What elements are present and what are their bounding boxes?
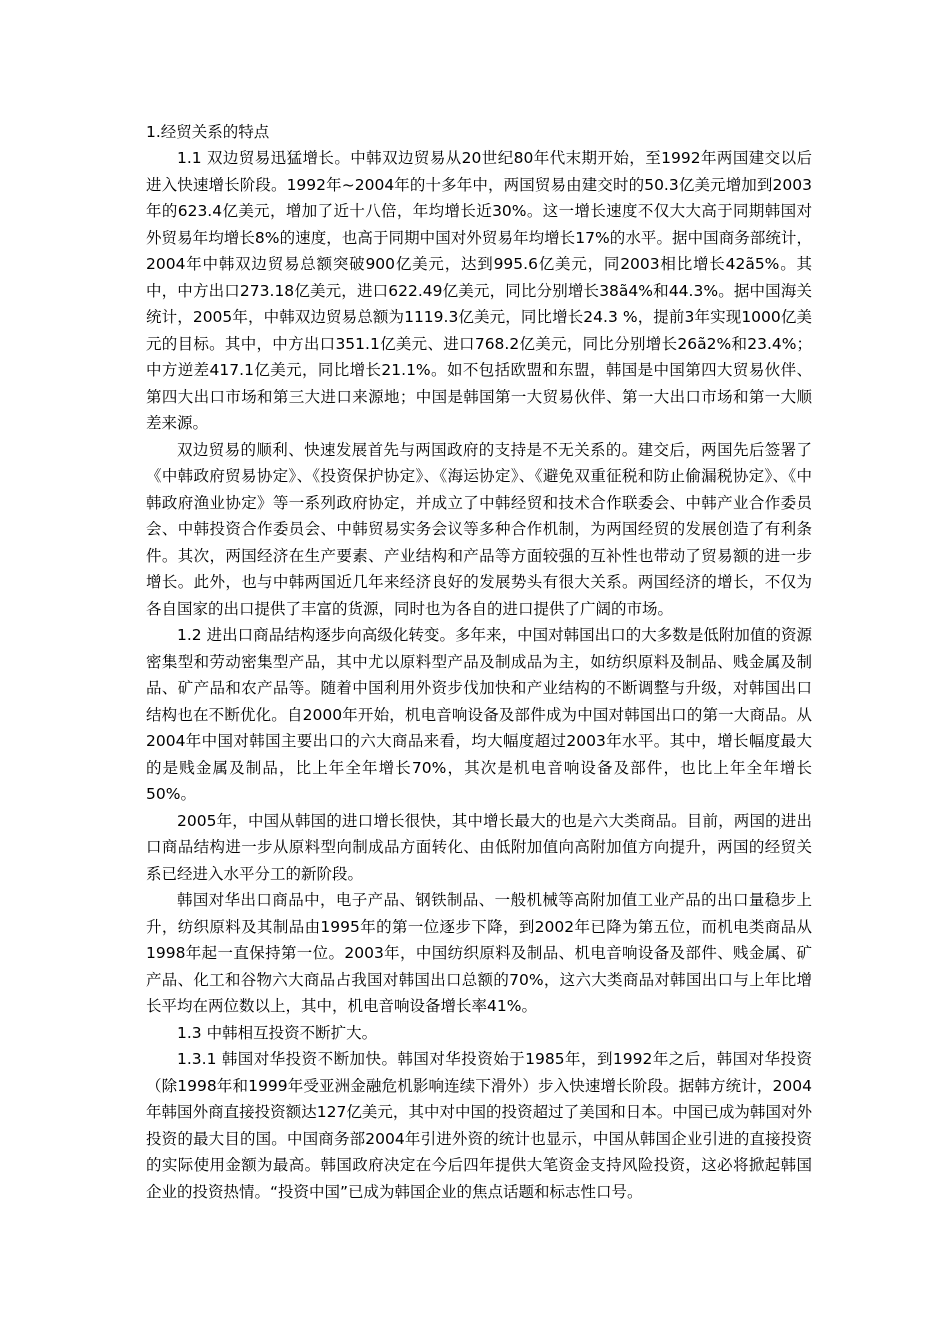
paragraph-bilateral-trade: 1.1 双边贸易迅猛增长。中韩双边贸易从20世纪80年代末期开始，至1992年两国建交以后进入快速增长阶段。1992年~2004年的十多年中，两国贸易由建交时的50.3亿美元增加到2003年的623.4亿美元，增加了近十八倍，年均增长近30%。这一增长速度不仅大大高于同期韩国对外贸易年均增长8%的速度，也高于同期中国对外贸易年均增长17%的水平。据中国商务部统计，2004年中韩双边贸易总额突破900亿美元，达到995.6亿美元，同2003相比增长42ã5%。其中，中方出口273.18亿美元，进口622.49亿美元，同比分别增长38ã4%和44.3%。据中国海关统计，2005年，中韩双边贸易总额为1119.3亿美元，同比增长24.3 %，提前3年实现1000亿美元的目标。其中，中方出口351.1亿美元、进口768.2亿美元，同比分别增长26ã2%和23.4%；中方逆差417.1亿美元，同比增长21.1%。如不包括欧盟和东盟，韩国是中国第四大贸易伙伴、第四大出口市场和第三大进口来源地；中国是韩国第一大贸易伙伴、第一大出口市场和第一大顺差来源。 (146, 149, 812, 432)
paragraph-investment-heading: 1.3 中韩相互投资不断扩大。 (177, 1023, 378, 1042)
paragraph-government-support: 双边贸易的顺利、快速发展首先与两国政府的支持是不无关系的。建交后，两国先后签署了《中韩政府贸易协定》、《投资保护协定》、《海运协定》、《避免双重征税和防止偷漏税协定》、《中韩政府渔业协定》等一系列政府协定，并成立了中韩经贸和技术合作联委会、中韩产业合作委员会、中韩投资合作委员会、中韩贸易实务会议等多种合作机制，为两国经贸的发展创造了有利条件。其次，两国经济在生产要素、产业结构和产品等方面较强的互补性也带动了贸易额的进一步增长。此外，也与中韩两国近几年来经济良好的发展势头有很大关系。两国经济的增长，不仅为各自国家的出口提供了丰富的货源，同时也为各自的进口提供了广阔的市场。 (146, 440, 812, 618)
section-heading: 1.经贸关系的特点 (146, 123, 270, 141)
paragraph-commodity-structure: 1.2 进出口商品结构逐步向高级化转变。多年来，中国对韩国出口的大多数是低附加值的资源密集型和劳动密集型产品，其中尤以原料型产品及制成品为主，如纺织原料及制品、贱金属及制品、矿产品和农产品等。随着中国利用外资步伐加快和产业结构的不断调整与升级，对韩国出口结构也在不断优化。自2000年开始，机电音响设备及部件成为中国对韩国出口的第一大商品。从2004年中国对韩国主要出口的六大商品来看，均大幅度超过2003年水平。其中，增长幅度最大的是贱金属及制品，比上年全年增长70%，其次是机电音响设备及部件，也比上年全年增长50%。 (146, 626, 812, 803)
paragraph-imports-2005: 2005年，中国从韩国的进口增长很快，其中增长最大的也是六大类商品。目前，两国的进出口商品结构进一步从原料型向制成品方面转化、由低附加值向高附加值方向提升，两国的经贸关系已经进入水平分工的新阶段。 (146, 811, 812, 883)
paragraph-korean-investment: 1.3.1 韩国对华投资不断加快。韩国对华投资始于1985年，到1992年之后，韩国对华投资（除1998年和1999年受亚洲金融危机影响连续下滑外）步入快速增长阶段。据韩方统计，2004年韩国外商直接投资额达127亿美元，其中对中国的投资超过了美国和日本。中国已成为韩国对外投资的最大目的国。中国商务部2004年引进外资的统计也显示，中国从韩国企业引进的直接投资的实际使用金额为最高。韩国政府决定在今后四年提供大笔资金支持风险投资，这必将掀起韩国企业的投资热情。“投资中国”已成为韩国企业的焦点话题和标志性口号。 (146, 1050, 812, 1201)
document-page (146, 119, 812, 1205)
paragraph-korean-exports: 韩国对华出口商品中，电子产品、钢铁制品、一般机械等高附加值工业产品的出口量稳步上升，纺织原料及其制品由1995年的第一位逐步下降，到2002年已降为第五位，而机电类商品从1998年起一直保持第一位。2003年，中国纺织原料及制品、机电音响设备及部件、贱金属、矿产品、化工和谷物六大商品占我国对韩国出口总额的70%，这六大类商品对韩国出口与上年比增长平均在两位数以上，其中，机电音响设备增长率41%。 (146, 891, 812, 1015)
